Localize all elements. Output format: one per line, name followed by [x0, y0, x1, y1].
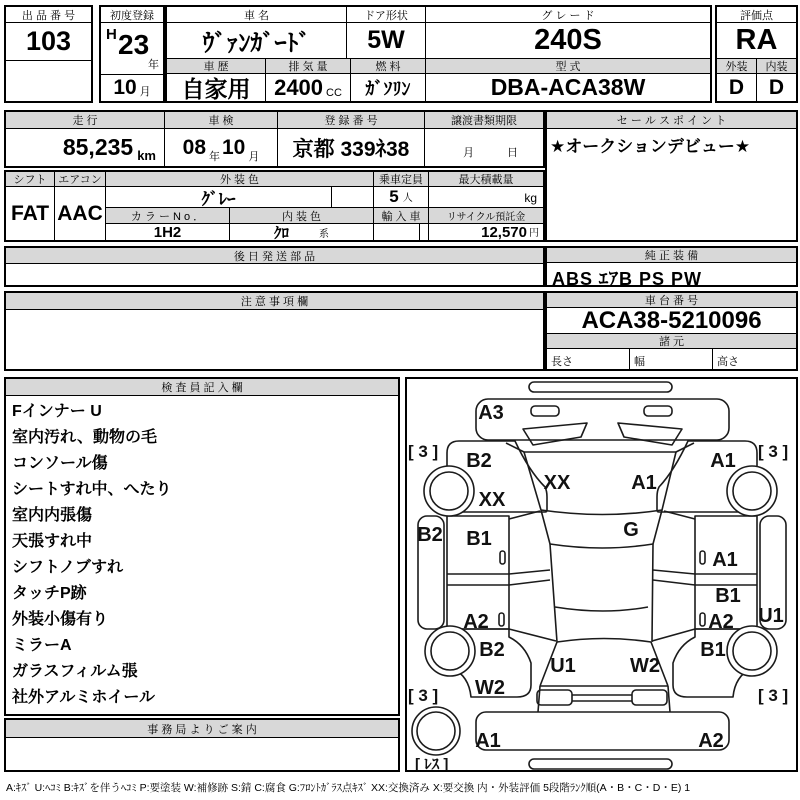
- damage-label: XX: [543, 472, 571, 494]
- capacity-cell: [374, 187, 429, 208]
- inspector-note-line: 社外アルミホイール: [12, 689, 156, 706]
- shaken-year-unit: 年: [209, 151, 220, 163]
- rear-window-top: [557, 639, 651, 643]
- interior-grade-value: D: [768, 75, 785, 99]
- caution-label: 注 意 事 項 欄: [6, 293, 543, 310]
- headlight-right: [644, 406, 672, 416]
- damage-label: B2: [417, 524, 443, 546]
- first-registration-month-cell: [101, 75, 163, 101]
- damage-label: XX: [478, 489, 506, 511]
- score-value: RA: [717, 23, 796, 59]
- color-number-value: 1H2: [106, 224, 230, 240]
- shift-value: FAT: [6, 187, 55, 240]
- exterior-color-value: ｸﾞﾚｰ: [106, 187, 332, 208]
- vehicle-info-box: [165, 5, 712, 103]
- shaken-month-unit: 月: [248, 151, 260, 163]
- inspector-note-line: ガラスフィルム張: [12, 663, 138, 680]
- spec-height-label: 高さ: [717, 356, 739, 368]
- damage-diagram-box: [405, 377, 798, 772]
- displacement-value: 2400: [274, 74, 324, 100]
- transfer-deadline-cell: [425, 129, 543, 166]
- chassis-label: 車 台 番 号: [547, 293, 796, 308]
- registration-number-value: 京都 339ﾈ38: [278, 129, 425, 166]
- chassis-box: [545, 291, 798, 371]
- damage-label: B1: [700, 639, 726, 661]
- grade-value: 240S: [426, 23, 710, 59]
- headlight-left: [531, 406, 559, 416]
- caution-box: [4, 291, 545, 371]
- inspector-note-line: タッチP跡: [12, 585, 87, 602]
- caution-empty: [6, 310, 543, 369]
- sales-point-value: ★オークションデビュー★: [550, 137, 751, 156]
- door-shape-label: ドア形状: [347, 7, 426, 23]
- history-value: 自家用: [167, 74, 266, 101]
- capacity-value: 5: [389, 187, 399, 206]
- capacity-unit: 人: [402, 193, 413, 204]
- inspector-note-line: シフトノブすれ: [12, 559, 124, 576]
- damage-label: G: [623, 519, 639, 541]
- inspector-note-line: ミラーA: [12, 637, 72, 654]
- damage-label: A1: [712, 549, 738, 571]
- mileage-value: 85,235: [62, 134, 134, 160]
- rear-right-wheel: [727, 626, 777, 676]
- left-door-gap-lines: [447, 570, 550, 585]
- inspector-notes: [12, 399, 394, 711]
- car-name-label: 車 名: [167, 7, 347, 23]
- tread-label: [ 3 ]: [408, 686, 439, 705]
- damage-label: B1: [466, 528, 492, 550]
- mileage-row-box: [4, 110, 545, 168]
- shaken-label: 車 検: [165, 112, 278, 129]
- tread-label: [ 3 ]: [758, 686, 789, 705]
- front-right-wheel: [727, 466, 777, 516]
- equipment-value: ABS ｴｱB PS PW: [552, 269, 703, 289]
- rear-left-wheel: [425, 626, 475, 676]
- right-door-gap-lines: [653, 570, 757, 585]
- color-spec-box: [4, 170, 545, 242]
- max-load-cell: [429, 187, 543, 208]
- front-right-door-handle: [700, 551, 705, 564]
- spec-height-cell: [713, 349, 796, 369]
- inspector-note-line: 外装小傷有り: [12, 611, 109, 628]
- car-damage-diagram: [407, 379, 796, 770]
- wiper-left: [523, 423, 587, 445]
- roof-front-seam: [550, 544, 653, 548]
- import-car-cell: [374, 224, 429, 240]
- recycle-unit: 円: [529, 228, 539, 239]
- lot-label: 出 品 番 号: [6, 7, 91, 23]
- registration-number-label: 登 録 番 号: [278, 112, 425, 129]
- displacement-cell: [266, 74, 351, 101]
- inspector-note-line: シートすれ中、へたり: [12, 481, 172, 498]
- model-code-label: 型 式: [426, 59, 710, 74]
- transfer-day-label: 日: [507, 147, 518, 159]
- damage-label: B2: [466, 450, 492, 472]
- exterior-color-label: 外 装 色: [106, 172, 374, 187]
- damage-label: A2: [463, 611, 489, 633]
- front-left-door-handle: [500, 551, 505, 564]
- spec-length-cell: [547, 349, 630, 369]
- front-grille-strip: [529, 382, 672, 392]
- damage-label: W2: [630, 655, 660, 677]
- exterior-grade-label: 外装: [717, 59, 757, 74]
- transfer-month-label: 月: [463, 147, 474, 159]
- lot-box: [4, 5, 93, 103]
- taillight-left: [537, 690, 572, 705]
- damage-label: A2: [698, 730, 724, 752]
- tread-label: [ 3 ]: [408, 442, 439, 461]
- mileage-unit: km: [137, 148, 156, 163]
- shaken-year: 08: [182, 135, 206, 159]
- lot-empty-cell: [6, 61, 91, 101]
- rear-lower-strip: [529, 759, 672, 769]
- tread-label: [ 3 ]: [758, 442, 789, 461]
- spec-width-label: 幅: [634, 356, 645, 368]
- damage-label: A2: [708, 611, 734, 633]
- interior-color-label: 内 装 色: [230, 208, 374, 224]
- lot-number: 103: [6, 23, 91, 61]
- interior-color-value: ｸﾛ: [273, 224, 289, 242]
- score-label: 評価点: [717, 7, 796, 23]
- legend-footer: A:ｷｽﾞ U:ﾍｺﾐ B:ｷｽﾞを伴うﾍｺﾐ P:要塗装 W:補修跡 S:錆 C:腐食 G:ﾌﾛﾝﾄｶﾞﾗｽ点ｷｽﾞ XX:交換済み X:要交換 内・外装評価 5段階ﾗﾝｸ順(A・B・C・D・E) 1: [6, 782, 691, 794]
- car-name-value: ｳﾞｧﾝｶﾞｰﾄﾞ: [167, 23, 347, 59]
- exterior-color-subcell: [332, 187, 374, 208]
- shaken-cell: [165, 129, 278, 166]
- inspector-box: [4, 377, 400, 716]
- damage-label: B1: [715, 585, 741, 607]
- year-unit: 年: [148, 59, 159, 71]
- first-registration-label: 初度登録: [101, 7, 163, 23]
- model-code-value: DBA-ACA38W: [490, 74, 646, 100]
- fuel-label: 燃 料: [351, 59, 426, 74]
- max-load-unit: kg: [524, 191, 537, 205]
- equipment-label: 純 正 装 備: [547, 248, 796, 263]
- color-number-label: カ ラ ー N o ．: [106, 208, 230, 224]
- aircon-label: エアコン: [55, 172, 106, 187]
- max-load-label: 最大積載量: [429, 172, 543, 187]
- left-pillar-diagonals: [509, 511, 556, 641]
- transfer-deadline-label: 譲渡書類期限: [425, 112, 543, 129]
- roof-sides: [550, 544, 653, 642]
- grade-label: グ レ ー ド: [426, 7, 710, 23]
- import-car-label: 輸 入 車: [374, 208, 429, 224]
- taillight-right: [632, 690, 667, 705]
- inspector-note-line: コンソール傷: [12, 455, 108, 472]
- era-letter: H: [106, 26, 117, 43]
- office-notice-label: 事 務 局 よ り ご 案 内: [6, 720, 398, 738]
- recycle-cell: [429, 224, 543, 240]
- inspector-note-line: 天張すれ中: [12, 533, 93, 550]
- inspector-label: 検 査 員 記 入 欄: [6, 379, 398, 396]
- inspector-note-line: Fインナー U: [12, 403, 102, 420]
- office-notice-box: [4, 718, 400, 772]
- first-registration-year: 23: [118, 29, 150, 60]
- spare-tire-circle: [412, 707, 460, 755]
- wiper-right: [618, 423, 682, 445]
- interior-color-suffix: 系: [319, 228, 329, 240]
- interior-color-cell: [230, 224, 374, 240]
- displacement-label: 排 気 量: [266, 59, 351, 74]
- front-left-wheel: [424, 466, 474, 516]
- import-car-subcell: [419, 224, 428, 240]
- sales-point-label: セ ー ル ス ポ イ ン ト: [547, 112, 796, 129]
- right-pillar-diagonals: [652, 511, 695, 641]
- specs-label: 諸 元: [547, 334, 796, 349]
- damage-label: U1: [550, 655, 576, 677]
- inspector-note-line: 室内汚れ、動物の毛: [12, 429, 157, 446]
- rear-left-door-handle: [499, 613, 504, 626]
- recycle-value: 12,570: [481, 223, 527, 241]
- damage-label: U1: [758, 605, 784, 627]
- roof-rear-seam: [555, 607, 648, 611]
- capacity-label: 乗車定員: [374, 172, 429, 187]
- later-parts-empty: [6, 264, 543, 285]
- later-parts-box: [4, 246, 545, 287]
- first-registration-year-cell: [101, 23, 163, 75]
- fuel-value: ｶﾞｿﾘﾝ: [351, 74, 426, 101]
- exterior-grade-value: D: [717, 74, 757, 101]
- rear-right-door-handle: [700, 613, 705, 626]
- spec-width-cell: [630, 349, 713, 369]
- score-box: [715, 5, 798, 103]
- sales-point-box: [545, 110, 798, 242]
- history-label: 車 歴: [167, 59, 266, 74]
- damage-label: A1: [631, 472, 657, 494]
- rear-panel-lines: [572, 695, 632, 701]
- recycle-label: リサイクル預託金: [429, 208, 543, 224]
- interior-grade-label: 内装: [757, 59, 796, 74]
- damage-label: W2: [475, 677, 505, 699]
- mileage-cell: [6, 129, 165, 166]
- office-notice-empty: [6, 738, 398, 770]
- mileage-label: 走 行: [6, 112, 165, 129]
- door-shape-value: 5W: [347, 23, 426, 59]
- month-unit: 月: [139, 86, 151, 98]
- spare-tire-label: [ ﾚｽ ]: [415, 756, 449, 770]
- inspector-note-line: 室内内張傷: [12, 507, 93, 524]
- chassis-value: ACA38-5210096: [547, 308, 796, 334]
- shift-label: シフト: [6, 172, 55, 187]
- first-registration-month: 10: [113, 76, 137, 99]
- later-parts-label: 後 日 発 送 部 品: [6, 248, 543, 264]
- damage-label: B2: [479, 639, 505, 661]
- aircon-value: AAC: [55, 187, 106, 240]
- displacement-unit: CC: [326, 87, 342, 99]
- first-registration-box: [99, 5, 165, 103]
- equipment-box: [545, 246, 798, 287]
- spec-length-label: 長さ: [551, 356, 573, 368]
- damage-label: A1: [710, 450, 736, 472]
- shaken-month: 10: [222, 135, 246, 159]
- damage-label: A1: [475, 730, 501, 752]
- damage-label-hood: A3: [478, 402, 504, 424]
- rear-bumper: [476, 712, 729, 750]
- front-bumper-hood: [476, 399, 729, 440]
